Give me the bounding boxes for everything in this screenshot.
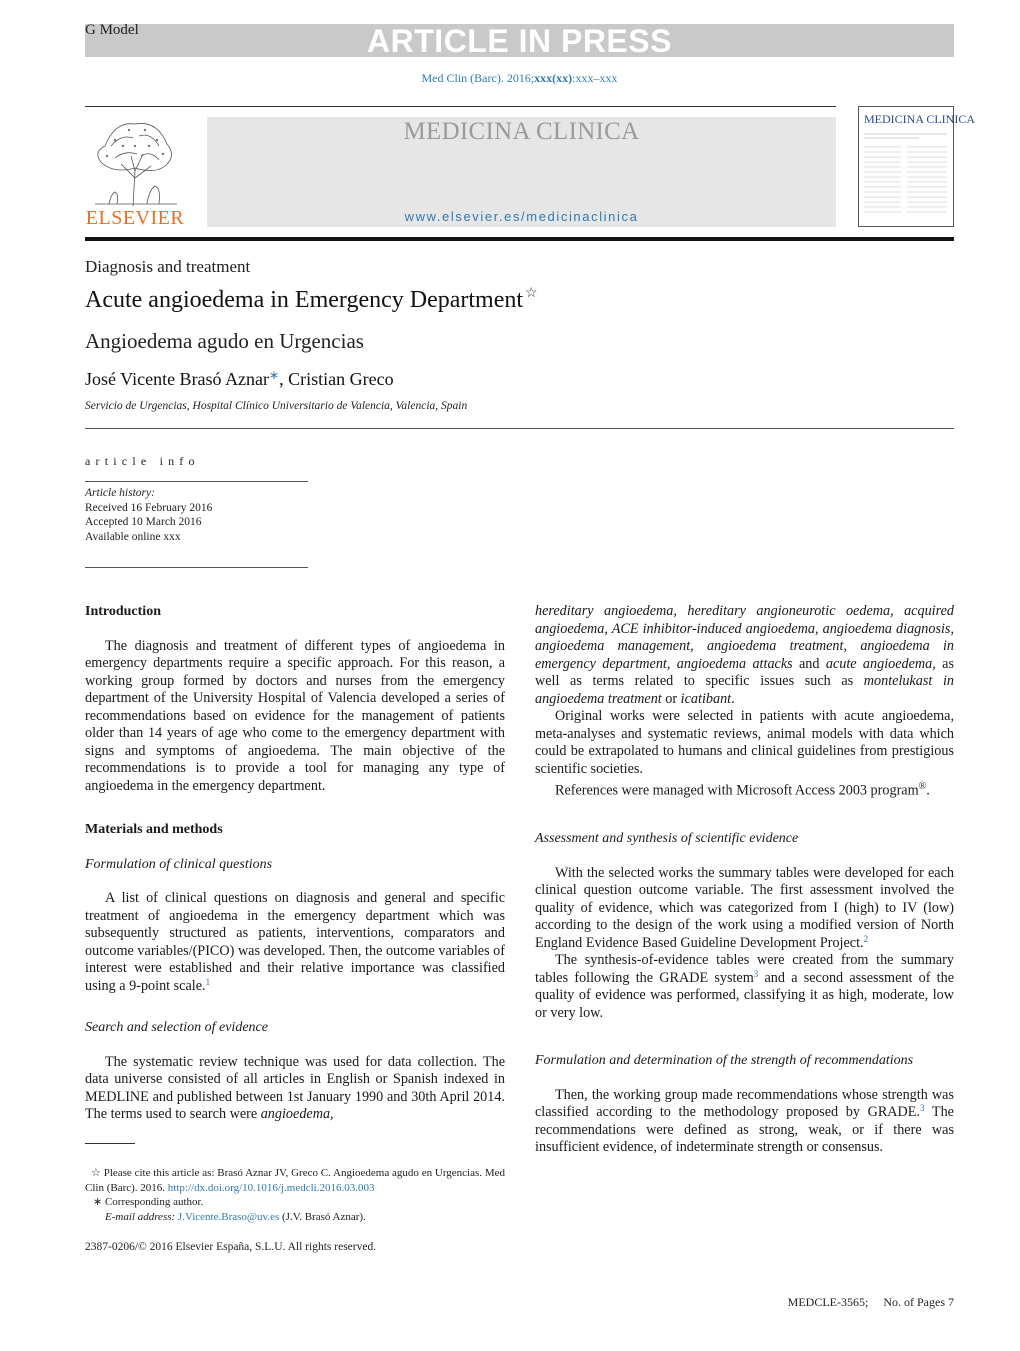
references-text: References were managed with Microsoft Access 2003 program <box>555 782 919 799</box>
corresponding-author-mark[interactable]: ∗ <box>269 368 280 382</box>
journal-cover-thumbnail <box>858 106 975 227</box>
email-link[interactable]: J.Vicente.Braso@uv.es <box>177 1210 280 1223</box>
elsevier-wordmark: ELSEVIER <box>85 207 185 229</box>
email-label: E-mail address: <box>105 1210 178 1223</box>
subsection-heading-formulation: Formulation of clinical questions <box>85 856 273 872</box>
strength-text-2: The recommendations were defined as strong, weak, or if there was insufficient evidence, of indeterminate strength or consensus. <box>535 1104 954 1156</box>
reference-link-3b[interactable]: 3 <box>920 1103 925 1114</box>
footnotes <box>85 1166 505 1224</box>
history-label: Article history: <box>85 487 155 499</box>
citation-prefix: Med Clin (Barc). 2016; <box>421 71 535 85</box>
article-info-rule-top <box>85 481 308 482</box>
citation-pages: :xxx–xxx <box>572 71 618 85</box>
strength-paragraph <box>535 1087 954 1157</box>
article-info-heading: article info <box>85 454 200 468</box>
references-end: . <box>926 782 930 799</box>
journal-url-link[interactable]: www.elsevier.es/medicinaclinica <box>404 209 639 224</box>
synthesis-text-1: The synthesis-of-evidence tables were created from the summary tables following the GRADE system <box>535 952 954 986</box>
author-list <box>85 368 394 390</box>
journal-citation[interactable] <box>85 71 954 86</box>
citation-footnote-text: Please cite this article as: Brasó Aznar JV, Greco C. Angioedema agudo en Urgencias. Med Clin (Barc). 2016. <box>85 1167 505 1194</box>
search-term-acute: acute angioedema <box>825 655 933 672</box>
copyright-notice: 2387-0206/© 2016 Elsevier España, S.L.U. All rights reserved. <box>85 1241 377 1253</box>
article-history <box>85 486 212 544</box>
page-info: MEDCLE-3565; No. of Pages 7 <box>787 1295 954 1309</box>
article-title-text: Acute angioedema in Emergency Department <box>85 287 524 313</box>
author-affiliation: Servicio de Urgencias, Hospital Clínico Universitario de Valencia, Valencia, Spain <box>85 400 468 412</box>
doi-link[interactable]: http://dx.doi.org/10.1016/j.medcli.2016.03.003 <box>167 1181 375 1194</box>
terms-mid: , as well as terms related to specific issues such as <box>535 655 954 689</box>
email-owner: (J.V. Brasó Aznar). <box>279 1210 366 1223</box>
strength-text-1: Then, the working group made recommendations whose strength was classified according to the methodology proposed by GRADE. <box>535 1086 954 1121</box>
header-thick-rule <box>85 237 954 241</box>
search-term: angioedema, <box>260 1106 334 1122</box>
search-term-icatibant: icatibant <box>680 690 732 707</box>
title-footnote-star-icon[interactable]: ☆ <box>525 286 538 301</box>
journal-title: MEDICINA CLINICA <box>403 118 640 145</box>
author-1: José Vicente Brasó Aznar <box>85 369 270 389</box>
terms-or: or <box>661 690 681 707</box>
article-section-type: Diagnosis and treatment <box>85 257 251 276</box>
author-separator: , <box>279 369 289 389</box>
received-date: Received 16 February 2016 <box>85 501 213 514</box>
subsection-heading-assessment: Assessment and synthesis of scientific evidence <box>535 831 799 847</box>
tree-logo-icon <box>85 116 185 208</box>
author-2: Cristian Greco <box>288 369 394 389</box>
subsection-heading-strength: Formulation and determination of the strength of recommendations <box>535 1053 914 1069</box>
section-heading-methods: Materials and methods <box>85 822 223 837</box>
cover-title: MEDICINA CLINICA <box>864 112 975 126</box>
synthesis-paragraph <box>535 952 954 1022</box>
title-rule <box>85 428 954 429</box>
search-paragraph <box>85 1054 505 1124</box>
header-rule <box>85 106 836 107</box>
reference-link-3[interactable]: 3 <box>753 968 759 979</box>
registered-mark: ® <box>918 781 927 792</box>
accepted-date: Accepted 10 March 2016 <box>85 516 202 528</box>
reference-link-2[interactable]: 2 <box>863 933 869 944</box>
assessment-paragraph <box>535 865 954 953</box>
introduction-paragraph: The diagnosis and treatment of different types of angioedema in emergency departments require a specific approach. For this reason, a working group formed by doctors and nurses from the emergency department of the University Hospital of Valencia developed a series of recommendations based on evidence for the management of patients older than 14 years of age who come to the emergency department with signs and symptoms of angioedema. The main objective of the recommendations is to provide a tool for managing any type of angioedema in the emergency department. <box>85 637 505 794</box>
formulation-text: A list of clinical questions on diagnosis and general and specific treatment of angioedema in the emergency department which was subsequently structured as patients, interventions, comparators and outcome variables/(PICO) was developed. Then, the outcome variables of interest were established and their relative importance was classified using a 9-point scale. <box>85 890 505 994</box>
subsection-heading-search: Search and selection of evidence <box>85 1020 268 1035</box>
section-heading-introduction: Introduction <box>85 604 161 619</box>
terms-end: . <box>731 690 735 707</box>
body-column-right <box>535 603 954 1157</box>
footnote-rule <box>85 1143 135 1144</box>
search-text: The systematic review technique was used for data collection. The data universe consisted of all articles in English or Spanish indexed in MEDLINE and published between 1st January 1990 and 30th April 2014. The terms used to search were <box>85 1053 505 1122</box>
email-footnote <box>85 1210 505 1225</box>
assessment-text: With the selected works the summary tables were developed for each clinical question outcome variable. The first assessment involved the quality of evidence, which was categorized from I (high) to IV (low) according to the design of the work using a modified version of North England Evidence Based Guideline Development Project. <box>535 864 954 951</box>
terms-and: and <box>792 655 826 672</box>
article-info-rule-bottom <box>85 567 308 568</box>
formulation-paragraph <box>85 890 505 995</box>
reference-link-1[interactable]: 1 <box>205 976 211 987</box>
g-model-label: G Model <box>85 22 139 38</box>
body-column-left <box>85 603 505 1124</box>
article-title <box>85 285 538 314</box>
corresponding-mark: ∗ <box>93 1196 103 1208</box>
corresponding-footnote <box>85 1195 505 1210</box>
footnote-star-icon: ☆ <box>91 1167 101 1179</box>
synthesis-text-2: and a second assessment of the quality of evidence was performed, classifying it as high, moderate, low or very low. <box>535 969 954 1021</box>
citation-footnote <box>85 1166 505 1195</box>
search-term-montelukast: montelukast in angioedema treatment <box>535 673 954 707</box>
cover-thumbnail-icon <box>859 107 975 226</box>
citation-volume: xxx(xx) <box>534 71 573 85</box>
article-in-press-text: ARTICLE IN PRESS <box>367 23 672 59</box>
references-paragraph <box>535 778 954 800</box>
article-title-spanish: Angioedema agudo en Urgencias <box>85 329 364 353</box>
corresponding-text: Corresponding author. <box>104 1196 204 1208</box>
search-terms-list: hereditary angioedema, hereditary angioneurotic oedema, acquired angioedema, ACE inhibitor-induced angioedema, angioedema diagnosis, angioedema management, angioedema treatment, angioedema in emergency department, angioedema attacks <box>535 603 954 672</box>
search-terms-paragraph <box>535 603 954 708</box>
original-works-paragraph: Original works were selected in patients with acute angioedema, meta-analyses and systematic reviews, animal models with data which could be extrapolated to humans and clinical guidelines from prestigious scientific societies. <box>535 708 954 777</box>
available-online: Available online xxx <box>85 530 181 543</box>
